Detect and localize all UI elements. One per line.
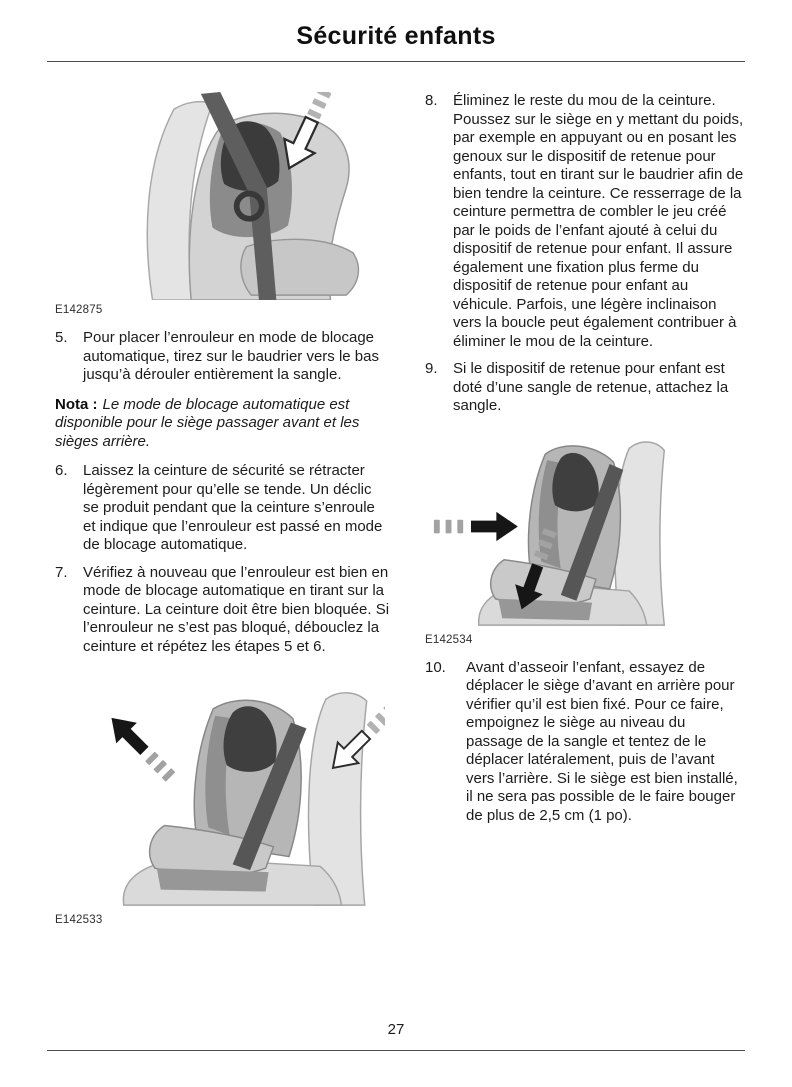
nota-label: Nota : — [55, 395, 98, 413]
nota-paragraph — [55, 396, 391, 452]
step-text: Pour placer l’enrouleur en mode de blocage automatique, tirez sur le baudrier vers le bas jusqu’à dérouler entièrement la sangle. — [83, 329, 379, 383]
step-5 — [55, 329, 391, 385]
page-number: 27 — [387, 1021, 405, 1038]
child-seat-illustration-2 — [55, 672, 385, 910]
right-column — [425, 92, 745, 834]
step-6 — [55, 462, 391, 555]
step-8 — [425, 92, 745, 351]
step-number: 7. — [55, 563, 68, 581]
figure-child-seat-tighten — [425, 425, 745, 646]
step-text: Si le dispositif de retenue pour enfant est doté d’une sangle de retenue, attachez la sangle. — [453, 360, 729, 414]
child-seat-illustration-3 — [425, 425, 680, 630]
figure-child-seat-check — [55, 672, 391, 926]
figure-child-seat-belt-routing — [55, 92, 391, 316]
motion-hatch-icon — [307, 92, 332, 120]
nota-text: Le mode de blocage automatique est disponible pour le siège passager avant et les sièges arrière. — [55, 395, 360, 450]
figure-caption: E142875 — [55, 304, 103, 316]
step-9 — [425, 360, 745, 416]
step-number: 5. — [55, 329, 68, 346]
step-number: 6. — [55, 462, 68, 479]
figure-caption: E142534 — [425, 633, 473, 646]
step-text: Éliminez le reste du mou de la ceinture. Poussez sur le siège en y mettant du poids, par exemple en appuyant ou en posant les genoux sur le dispositif de retenue pour enfants, tout en tirant sur le baudrier afin de bien tendre la ceinture. Ce resserrage de la ceinture permettra de combler le jeu créé par le poids de l’enfant ajouté à celui du dispositif de retenue pour enfant. Il assure également une fixation plus ferme du dispositif de retenue pour enfant au véhicule. Parfois, une légère inclinaison vers la boucle peut également contribuer à éliminer le mou de la ceinture. — [453, 92, 744, 350]
step-7 — [55, 564, 391, 657]
left-column — [55, 92, 391, 939]
child-seat-illustration-1 — [77, 92, 377, 300]
two-column-layout — [0, 62, 792, 939]
push-up-arrow-icon — [101, 708, 155, 762]
figure-caption: E142533 — [55, 914, 103, 926]
step-text: Vérifiez à nouveau que l’enrouleur est bien en mode de blocage automatique en tirant sur la ceinture. La ceinture doit être bien bloquée. Si l’enrouleur ne s’est pas bloqué, débouclez la ceinture et répétez les étapes 5 et 6. — [83, 563, 390, 655]
motion-hatch-icon — [367, 704, 385, 734]
step-number: 10. — [425, 658, 446, 676]
step-text: Laissez la ceinture de sécurité se rétracter légèrement pour qu’elle se tende. Un déclic se produit pendant que la ceinture s’enroule et indique que l’enrouleur est passé en mode de blocage automatique. — [83, 462, 383, 553]
step-number: 9. — [425, 360, 438, 377]
step-number: 8. — [425, 92, 438, 109]
page-footer — [47, 1021, 745, 1051]
motion-hatch-icon — [434, 519, 463, 533]
page-header — [0, 0, 792, 62]
push-seat-arrow-icon — [471, 511, 518, 540]
page-title: Sécurité enfants — [296, 22, 496, 50]
step-10 — [425, 659, 745, 826]
step-text: Avant d’asseoir l’enfant, essayez de déplacer le siège d’avant en arrière pour vérifier qu’il est bien fixé. Pour ce faire, empoignez le siège au niveau du passage de la sangle et tentez de le déplacer latéralement, puis de l’avant vers l’arrière. Si le siège est bien installé, il ne sera pas possible de le faire bouger de plus de 2,5 cm (1 po). — [466, 658, 738, 824]
motion-hatch-icon — [145, 752, 175, 782]
